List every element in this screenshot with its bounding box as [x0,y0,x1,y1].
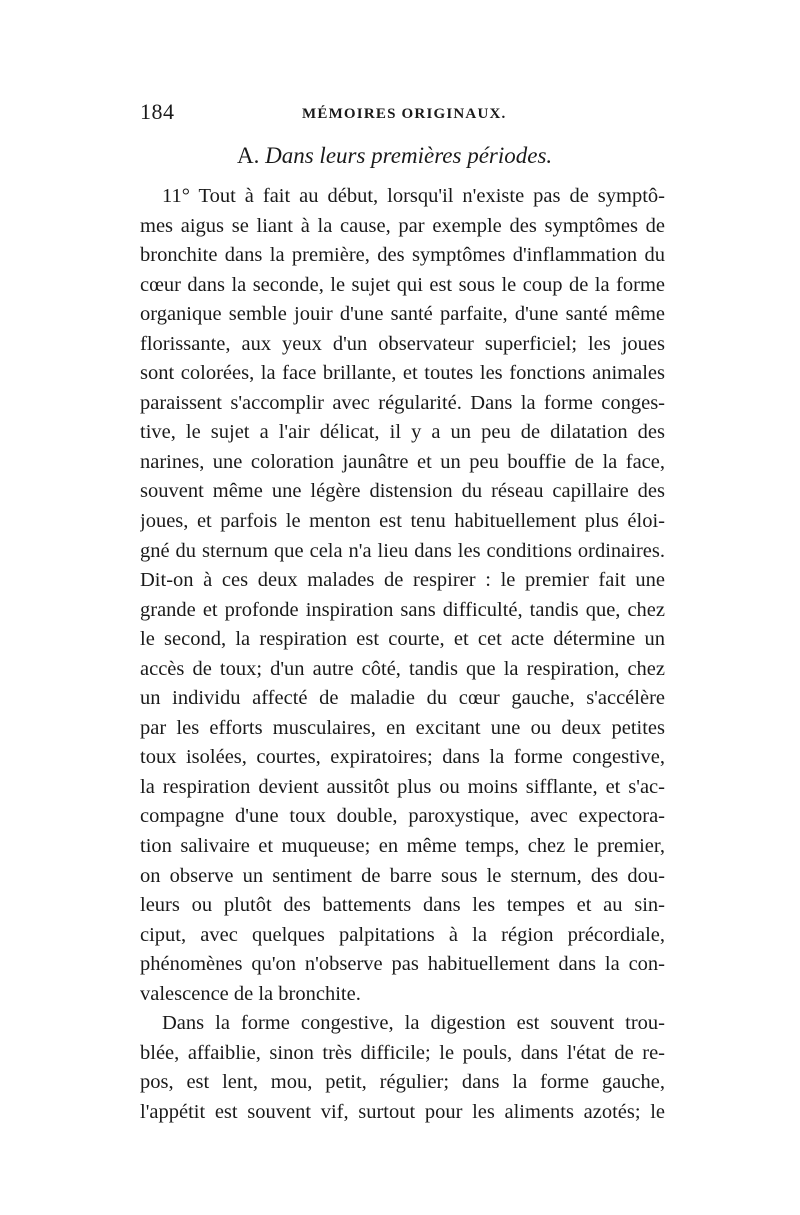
text-line: gné du sternum que cela n'a lieu dans les conditions ordinaires. [140,539,665,562]
text-line: organique semble jouir d'une santé parfaite, d'une santé même [140,303,665,326]
text-line: grande et profonde inspiration sans difficulté, tandis que, chez [140,598,665,621]
text-line: toux isolées, courtes, expiratoires; dans la forme congestive, [140,746,665,769]
text-line: blée, affaiblie, sinon très difficile; le pouls, dans l'état de re- [140,1041,665,1064]
text-line: Dans la forme congestive, la digestion est souvent trou- [162,1012,665,1035]
paragraph-1 [140,182,665,1009]
text-line: le second, la respiration est courte, et cet acte détermine un [140,628,665,651]
text-line: tion salivaire et muqueuse; en même temps, chez le premier, [140,835,665,858]
text-line: pos, est lent, mou, petit, régulier; dans la forme gauche, [140,1071,665,1094]
text-line: ciput, avec quelques palpitations à la région précordiale, [140,923,665,946]
text-line: souvent même une légère distension du réseau capillaire des [140,480,665,503]
text-line: la respiration devient aussitôt plus ou moins sifflante, et s'ac- [140,775,665,798]
text-line: accès de toux; d'un autre côté, tandis que la respiration, chez [140,657,665,680]
page-header [140,96,665,128]
text-line: compagne d'une toux double, paroxystique, avec expectora- [140,805,665,828]
section-heading [237,140,552,172]
text-line: sont colorées, la face brillante, et toutes les fonctions animales [140,362,665,385]
section-letter: A. [237,143,260,168]
text-line: valescence de la bronchite. [140,982,361,1005]
text-line: 11° Tout à fait au début, lorsqu'il n'existe pas de symptô- [162,185,665,207]
text-line: tive, le sujet a l'air délicat, il y a un peu de dilatation des [140,421,665,444]
text-line: un individu affecté de maladie du cœur gauche, s'accélère [140,687,665,710]
text-line: leurs ou plutôt des battements dans les tempes et au sin- [140,894,665,917]
paragraph-2 [140,1009,665,1127]
text-line: paraissent s'accomplir avec régularité. Dans la forme conges- [140,391,665,414]
text-line: Dit-on à ces deux malades de respirer : le premier fait une [140,569,665,592]
text-line: narines, une coloration jaunâtre et un peu bouffie de la face, [140,450,665,473]
text-line: bronchite dans la première, des symptômes d'inflammation du [140,244,665,267]
text-line: phénomènes qu'on n'observe pas habituellement dans la con- [140,953,665,976]
text-line: cœur dans la seconde, le sujet qui est sous le coup de la forme [140,273,665,296]
text-line: on observe un sentiment de barre sous le sternum, des dou- [140,864,665,887]
body-text [140,182,665,1128]
text-line: florissante, aux yeux d'un observateur superficiel; les joues [140,332,665,355]
text-line: l'appétit est souvent vif, surtout pour les aliments azotés; le [140,1100,665,1123]
page-number: 184 [140,99,175,124]
text-line: mes aigus se liant à la cause, par exemple des symptômes de [140,214,665,237]
text-line: joues, et parfois le menton est tenu habituellement plus éloi- [140,510,665,533]
text-line: par les efforts musculaires, en excitant une ou deux petites [140,716,665,739]
section-title: Dans leurs premières périodes. [265,143,553,168]
running-title: MÉMOIRES ORIGINAUX. [302,106,507,122]
